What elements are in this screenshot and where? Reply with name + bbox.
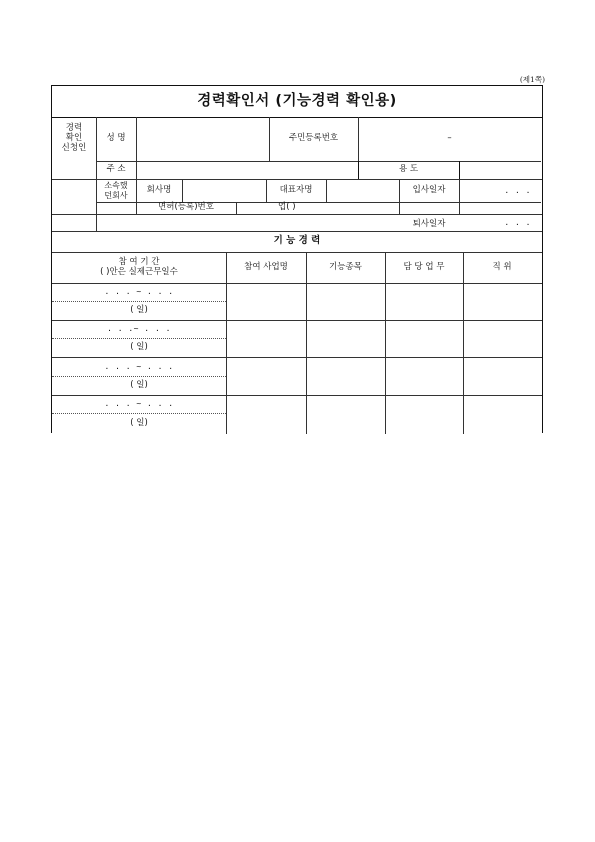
period-header: 참 여 기 간 ( )안은 실제근무일수 <box>100 256 178 277</box>
hire-date-label: 입사일자 <box>412 184 446 195</box>
form-title: 경력확인서 (기능경력 확인용) <box>197 93 397 109</box>
period-range[interactable]: . . . ~ . . . <box>104 361 174 371</box>
period-days[interactable]: ( 일) <box>130 341 148 352</box>
industry-field[interactable]: 업( ) <box>278 202 296 213</box>
name-field[interactable] <box>136 117 269 161</box>
page-number: (제1쪽) <box>519 75 545 84</box>
period-days[interactable]: ( 일) <box>130 417 148 428</box>
leave-date-field[interactable]: . . . <box>504 217 531 227</box>
hire-date-field[interactable]: . . . <box>504 185 531 195</box>
skill-header: 기능종목 <box>329 261 362 272</box>
name-label: 성 명 <box>106 133 126 144</box>
period-range[interactable]: . . . ~ . . . <box>104 287 174 297</box>
purpose-label: 용 도 <box>398 164 419 175</box>
project-header: 참여 사업명 <box>244 261 288 272</box>
representative-label: 대표자명 <box>279 184 313 195</box>
leave-date-label: 퇴사일자 <box>412 218 446 229</box>
applicant-section-label: 경력 확인 신청인 <box>61 123 87 153</box>
career-section-title: 기 능 경 력 <box>273 235 321 247</box>
address-field[interactable] <box>136 161 358 179</box>
company-name-field[interactable] <box>182 179 266 202</box>
id-number-label: 주민등록번호 <box>288 133 339 144</box>
company-name-label: 회사명 <box>146 184 172 195</box>
duty-header: 담 당 업 무 <box>403 261 445 272</box>
address-label: 주 소 <box>106 164 126 175</box>
career-certificate-form <box>51 85 543 433</box>
period-days[interactable]: ( 일) <box>130 304 148 315</box>
license-label: 면허(등록)번호 <box>158 202 214 213</box>
purpose-field[interactable] <box>459 161 541 179</box>
representative-field[interactable] <box>326 179 399 202</box>
position-header: 직 위 <box>492 261 512 272</box>
company-section-label: 소속했 던회사 <box>104 181 128 200</box>
id-number-field[interactable]: – <box>447 133 452 144</box>
period-range[interactable]: . . . ~ . . . <box>104 399 174 409</box>
period-range[interactable]: . . .~ . . . <box>107 324 171 334</box>
period-days[interactable]: ( 일) <box>130 379 148 390</box>
